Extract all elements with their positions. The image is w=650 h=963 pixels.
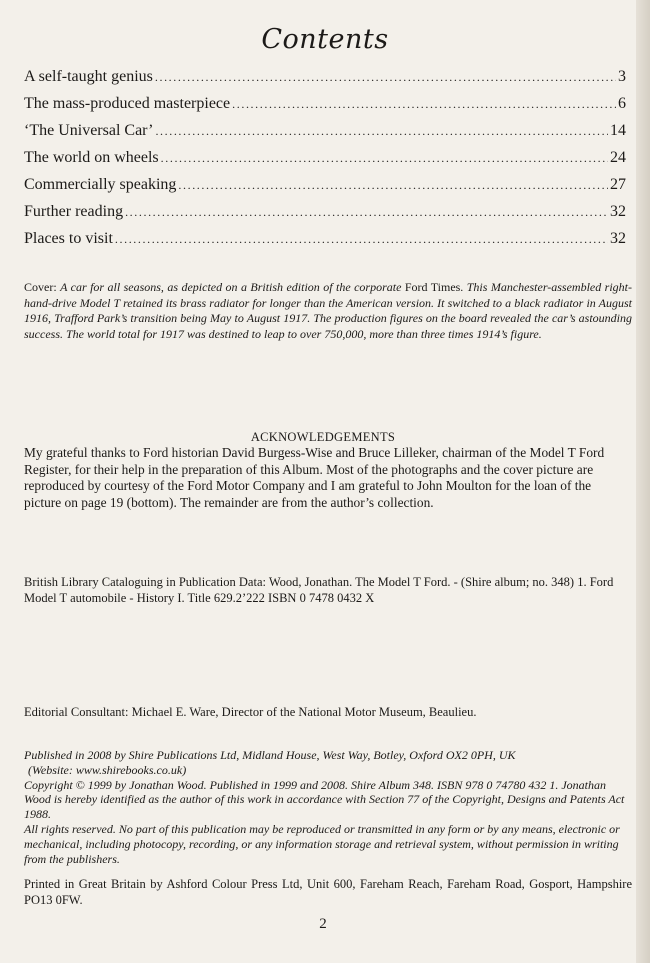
- toc-entry-page: 3: [618, 68, 626, 85]
- toc-entry-label: Further reading: [24, 203, 124, 220]
- copyright-notice: Copyright © 1999 by Jonathan Wood. Published in 1999 and 2008. Shire Album 348. ISBN 978 0 74780 432 1. Jonathan Wood is hereby identified as the author of this work in accordance with Section 77 of the Copyright, Designs and Patents Act 1988.: [24, 777, 625, 822]
- table-of-contents: [24, 68, 626, 257]
- toc-entry-label: A self-taught genius: [24, 68, 153, 85]
- editorial-consultant: Editorial Consultant: Michael E. Ware, Director of the National Motor Museum, Beaulieu.: [24, 705, 477, 719]
- toc-entry-page: 24: [610, 149, 626, 166]
- toc-leader-dots: [232, 97, 616, 112]
- printer-details: Printed in Great Britain by Ashford Colour Press Ltd, Unit 600, Fareham Reach, Fareham Road, Gosport, Hampshire PO13 0FW.: [24, 877, 632, 907]
- toc-entry[interactable]: [24, 122, 626, 149]
- toc-entry-label: The world on wheels: [24, 149, 159, 166]
- toc-entry[interactable]: [24, 176, 626, 203]
- toc-entry-page: 14: [610, 122, 626, 139]
- toc-entry-label: ‘The Universal Car’: [24, 122, 154, 139]
- toc-leader-dots: [161, 151, 608, 166]
- cover-caption-lead: Cover:: [24, 280, 57, 294]
- toc-entry-label: Commercially speaking: [24, 176, 177, 193]
- publisher-website: (Website: www.shirebooks.co.uk): [28, 762, 187, 777]
- toc-entry-page: 32: [610, 203, 626, 220]
- toc-entry[interactable]: [24, 149, 626, 176]
- acknowledgements-text: My grateful thanks to Ford historian David Burgess-Wise and Bruce Lilleker, chairman of the Model T Ford Register, for their help in the preparation of this Album. Most of the photographs and the cover picture are reproduced by courtesy of the Ford Motor Company and I am grateful to John Moulton for the loan of the picture on page 19 (bottom). The remainder are from the author’s collection.: [24, 445, 605, 510]
- toc-entry[interactable]: [24, 203, 626, 230]
- toc-entry[interactable]: [24, 230, 626, 257]
- cover-caption: [24, 280, 632, 342]
- cover-caption-publication: Ford Times.: [404, 280, 464, 294]
- toc-entry-page: 6: [618, 95, 626, 112]
- publication-details: [24, 748, 634, 866]
- cataloguing-data: British Library Cataloguing in Publication Data: Wood, Jonathan. The Model T Ford. - (Shire album; no. 348) 1. Ford Model T automobile - History I. Title 629.2’222 ISBN 0 7478 0432 X: [24, 575, 614, 606]
- page-number: 2: [319, 916, 327, 932]
- page-edge: [636, 0, 650, 963]
- publisher-line: Published in 2008 by Shire Publications Ltd, Midland House, West Way, Botley, Oxford OX2 0PH, UK: [24, 748, 516, 762]
- toc-leader-dots: [155, 70, 616, 85]
- toc-entry[interactable]: [24, 68, 626, 95]
- toc-entry-label: Places to visit: [24, 230, 113, 247]
- toc-leader-dots: [155, 124, 608, 139]
- toc-entry[interactable]: [24, 95, 626, 122]
- rights-notice: All rights reserved. No part of this publication may be reproduced or transmitted in any form or by any means, electronic or mechanical, including photocopy, recording, or any information storage and retrieval system, without permission in writing from the publishers.: [24, 821, 620, 866]
- toc-entry-label: The mass-produced masterpiece: [24, 95, 231, 112]
- cover-caption-text: This Manchester-assembled right-hand-drive Model T retained its brass radiator for longer than the American version. It switched to a black radiator in August 1916, Trafford Park’s transition being May to August 1917. The production figures on the board revealed the car’s astounding success. The world total for 1917 was destined to leap to over 750,000, more than three times 1914’s figure.: [24, 280, 633, 341]
- toc-entry-page: 27: [610, 176, 626, 193]
- acknowledgements-heading: ACKNOWLEDGEMENTS: [250, 430, 396, 444]
- page-title: Contents: [261, 24, 389, 55]
- toc-leader-dots: [178, 178, 608, 193]
- toc-leader-dots: [125, 205, 608, 220]
- toc-entry-page: 32: [610, 230, 626, 247]
- cover-caption-text: A car for all seasons, as depicted on a British edition of the corporate: [60, 280, 402, 294]
- toc-leader-dots: [115, 232, 608, 247]
